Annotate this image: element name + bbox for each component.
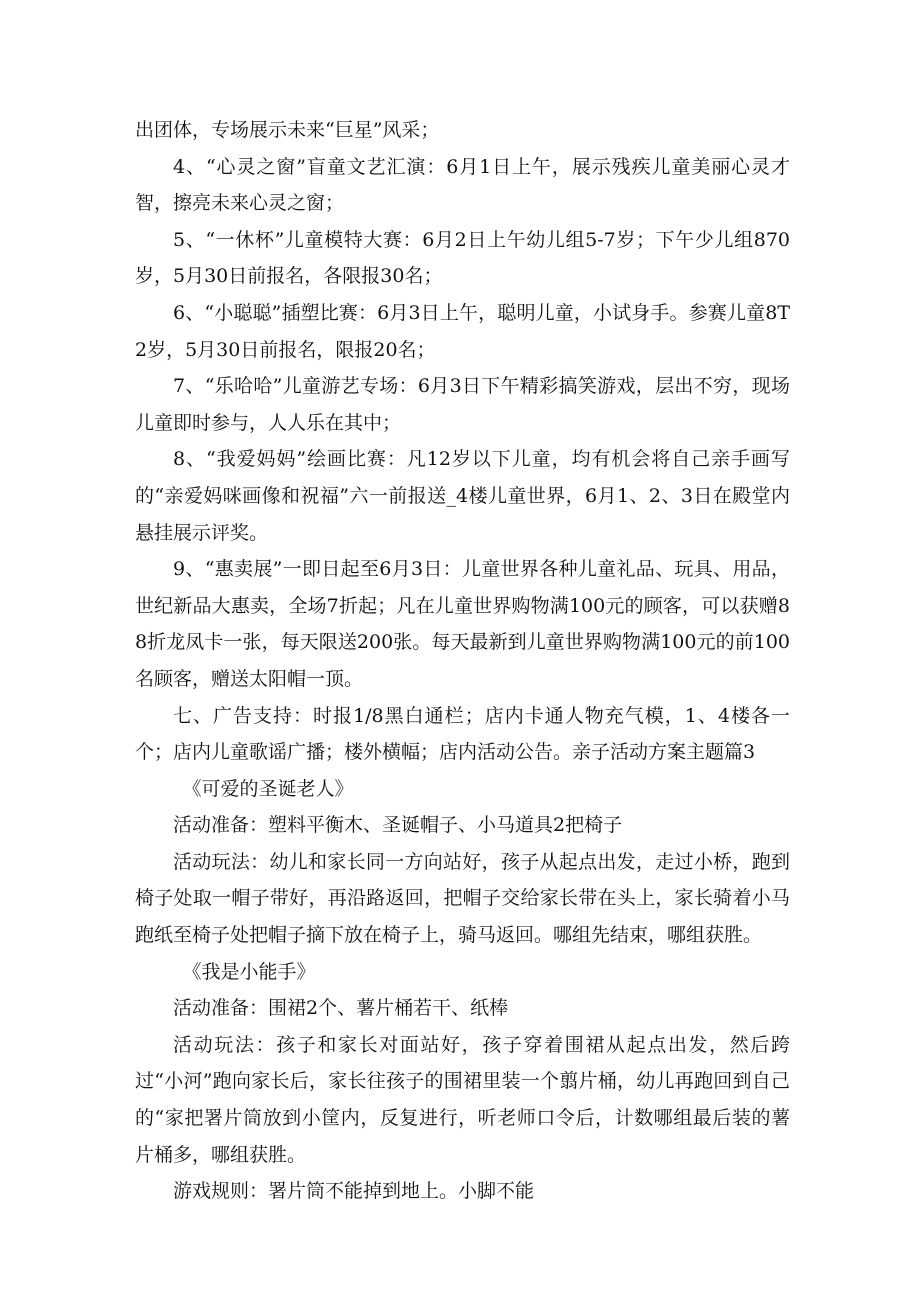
paragraph: 出团体，专场展示未来“巨星”风采；: [135, 119, 440, 141]
paragraph: 6、“小聪聪”插塑比赛：6月3日上午，聪明儿童，小试身手。参赛儿童8T2岁，5月30日前报名，限报20名；: [135, 301, 790, 361]
paragraph: 活动玩法：幼儿和家长同一方向站好，孩子从起点出发，走过小桥，跑到椅子处取一帽子带好，再沿路返回，把帽子交给家长带在头上，家长骑着小马跑纸至椅子处把帽子摘下放在椅子上，骑马返回。哪组先结束，哪组获胜。: [135, 850, 790, 947]
paragraph: 5、“一休杯”儿童模特大赛：6月2日上午幼儿组5-7岁；下午少儿组870岁，5月30日前报名，各限报30名；: [135, 228, 790, 288]
paragraph: 游戏规则：署片筒不能掉到地上。小脚不能: [173, 1180, 535, 1203]
paragraph: 活动准备：塑料平衡木、圣诞帽子、小马道具2把椅子: [173, 814, 623, 837]
paragraph: 活动玩法：孩子和家长对面站好，孩子穿着围裙从起点出发，然后跨过“小河”跑向家长后，家长往孩子的围裙里装一个翦片桶，幼儿再跑回到自己的“家把署片筒放到小筐内，反复进行，听老师口令后，计数哪组最后装的薯片桶多，哪组获胜。: [135, 1033, 790, 1166]
document-body: [135, 112, 790, 1210]
paragraph: 活动准备：围裙2个、薯片桶若干、纸棒: [173, 997, 509, 1020]
paragraph: 4、“心灵之窗”盲童文艺汇演：6月1日上午，展示残疾儿童美丽心灵才智，擦亮未来心灵之窗；: [135, 155, 790, 215]
paragraph: 8、“我爱妈妈”绘画比赛：凡12岁以下儿童，均有机会将自己亲手画写的“亲爱妈咪画像和祝福”六一前报送_4楼儿童世界，6月1、2、3日在殿堂内悬挂展示评奖。: [135, 448, 790, 544]
section-title: 《可爱的圣诞老人》: [182, 777, 354, 800]
section-title: 《我是小能手》: [182, 960, 316, 983]
paragraph: 七、广告支持：时报1/8黑白通栏；店内卡通人物充气模，1、4楼各一个；店内儿童歌谣广播；楼外横幅；店内活动公告。亲子活动方案主题篇3: [135, 704, 790, 764]
paragraph: 7、“乐哈哈”儿童游艺专场：6月3日下午精彩搞笑游戏，层出不穷，现场儿童即时参与，人人乐在其中；: [135, 375, 790, 434]
paragraph: 9、“惠卖展”一即日起至6月3日：儿童世界各种儿童礼品、玩具、用品，世纪新品大惠卖，全场7折起；凡在儿童世界购物满100元的顾客，可以获赠88折龙凤卡一张，每天限送200张。每天最新到儿童世界购物满100元的前100名顾客，赠送太阳帽一顶。: [135, 558, 790, 690]
